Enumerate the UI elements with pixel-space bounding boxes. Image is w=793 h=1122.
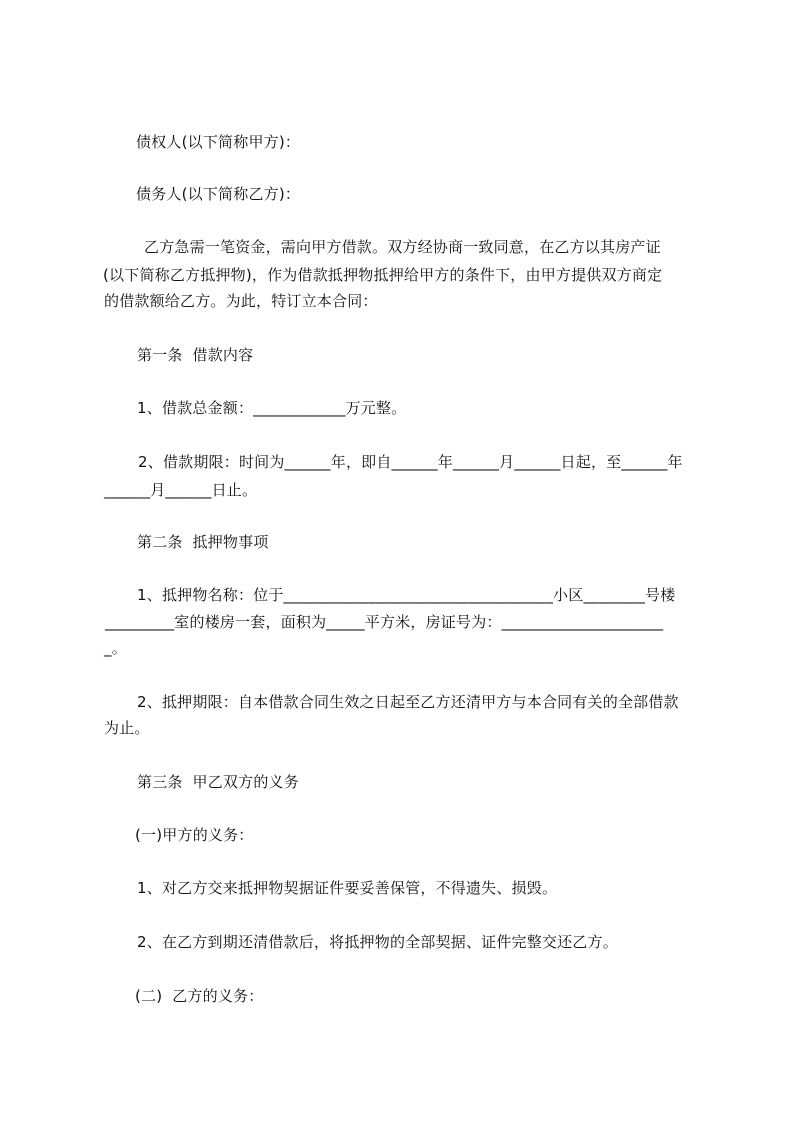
article-2-title: 第二条 抵押物事项 <box>137 533 269 551</box>
article-1-item-2-line-2: ______月______日止。 <box>104 481 258 499</box>
article-1-title: 第一条 借款内容 <box>137 346 254 364</box>
article-2-item-2-line-1: 2、抵押期限：自本借款合同生效之日起至乙方还清甲方与本合同有关的全部借款 <box>137 693 679 711</box>
debtor-line: 债务人(以下简称乙方)： <box>136 185 301 203</box>
article-2-item-1-line-2: _________室的楼房一套，面积为_____平方米，房证号为：_____________________ <box>105 613 664 631</box>
party-a-duties-heading: (一)甲方的义务： <box>135 826 254 844</box>
intro-line-3: 的借款额给乙方。为此，特订立本合同： <box>104 292 378 310</box>
party-a-duty-2: 2、在乙方到期还清借款后，将抵押物的全部契据、证件完整交还乙方。 <box>137 933 618 951</box>
article-1-item-1: 1、借款总金额：____________万元整。 <box>137 399 407 417</box>
party-b-duties-heading: (二) 乙方的义务： <box>135 987 264 1005</box>
intro-line-1: 乙方急需一笔资金，需向甲方借款。双方经协商一致同意，在乙方以其房产证 <box>144 238 661 256</box>
article-1-item-2-line-1: 2、借款期限：时间为______年，即自______年______月______日起，至______年 <box>138 453 683 471</box>
article-2-item-1-line-1: 1、抵押物名称：位于___________________________________小区________号楼 <box>137 586 676 604</box>
party-a-duty-1: 1、对乙方交来抵押物契据证件要妥善保管，不得遗失、损毁。 <box>137 879 558 897</box>
creditor-line: 债权人(以下简称甲方)： <box>136 133 301 151</box>
intro-line-2: (以下简称乙方抵押物)，作为借款抵押物抵押给甲方的条件下，由甲方提供双方商定 <box>103 266 663 284</box>
article-2-item-2-line-2: 为止。 <box>104 719 150 737</box>
article-2-item-1-line-3: _。 <box>104 639 127 657</box>
article-3-title: 第三条 甲乙双方的义务 <box>137 773 299 791</box>
